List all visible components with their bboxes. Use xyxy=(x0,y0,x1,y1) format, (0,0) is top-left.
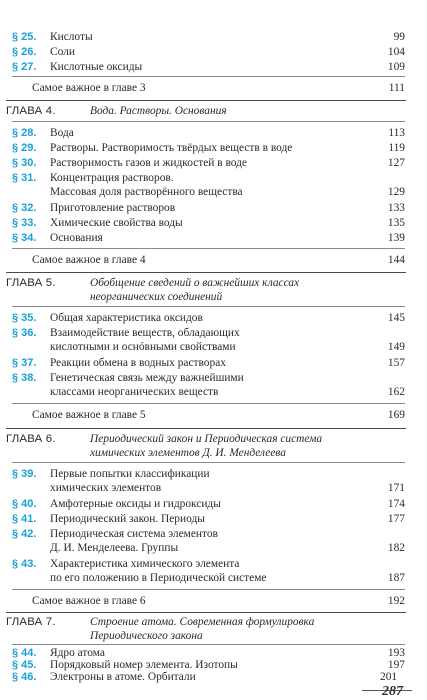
divider xyxy=(12,644,405,645)
page-folio: 287 xyxy=(382,684,403,699)
section-title: Концентрация растворов. xyxy=(50,172,174,184)
section-title: Реакции обмена в водных растворах xyxy=(50,357,226,369)
toc-entry[interactable] xyxy=(12,497,405,511)
chapter-summary[interactable] xyxy=(12,253,405,267)
chapter-rule xyxy=(6,612,406,613)
section-number: § 42. xyxy=(12,528,37,540)
toc-entry[interactable] xyxy=(12,30,405,44)
section-title: Электроны в атоме. Орбитали xyxy=(50,671,196,683)
section-number: § 37. xyxy=(12,357,37,369)
section-number: § 25. xyxy=(12,31,37,43)
page-number: 174 xyxy=(387,498,405,510)
section-title-cont: кислотными и оснóвными свойствами xyxy=(50,341,236,353)
section-number: § 45. xyxy=(12,659,37,671)
summary-title: Самое важное в главе 6 xyxy=(32,595,146,607)
page-number: 192 xyxy=(387,595,405,607)
page-number: 201 xyxy=(380,671,398,683)
page-number: 99 xyxy=(393,31,405,43)
section-title-cont: по его положению в Периодической системе xyxy=(50,572,267,584)
section-number: § 36. xyxy=(12,327,37,339)
page-number: 197 xyxy=(387,659,405,671)
chapter-title: Периодический закон и Периодическая система химических элементов Д. И. Менделеева xyxy=(90,433,323,459)
section-title: Кислоты xyxy=(50,31,93,43)
page-number: 177 xyxy=(387,513,405,525)
summary-title: Самое важное в главе 4 xyxy=(32,254,146,266)
section-number: § 34. xyxy=(12,232,37,244)
chapter-summary[interactable] xyxy=(12,594,405,608)
section-title: Ядро атома xyxy=(50,647,105,659)
page-number: 182 xyxy=(387,542,405,554)
page-number: 193 xyxy=(387,647,405,659)
section-number: § 43. xyxy=(12,558,37,570)
toc-entry[interactable] xyxy=(12,60,405,74)
section-title-cont: Массовая доля растворённого вещества xyxy=(50,186,243,198)
section-number: § 33. xyxy=(12,217,37,229)
page-number: 187 xyxy=(387,572,405,584)
page-number: 127 xyxy=(387,157,405,169)
page-number: 169 xyxy=(387,409,405,421)
page-number: 133 xyxy=(387,202,405,214)
section-number: § 29. xyxy=(12,142,37,154)
toc-entry[interactable] xyxy=(12,311,405,325)
page-number: 139 xyxy=(387,232,405,244)
toc-entry[interactable] xyxy=(12,356,405,370)
page-number: 111 xyxy=(388,82,405,94)
chapter-title: Обобщение сведений о важнейших классах неорганических соединений xyxy=(90,277,300,303)
page-number: 157 xyxy=(387,357,405,369)
section-number: § 26. xyxy=(12,46,37,58)
toc-entry[interactable] xyxy=(12,45,405,59)
page-number: 129 xyxy=(387,186,405,198)
divider xyxy=(12,403,405,404)
section-title: Растворимость газов и жидкостей в воде xyxy=(50,157,247,169)
page-number: 104 xyxy=(387,46,405,58)
toc-entry[interactable] xyxy=(12,467,405,495)
chapter-summary[interactable] xyxy=(12,81,405,95)
section-number: § 41. xyxy=(12,513,37,525)
page-number: 135 xyxy=(387,217,405,229)
toc-entry[interactable] xyxy=(12,201,405,215)
toc-entry[interactable] xyxy=(12,216,405,230)
section-number: § 31. xyxy=(12,172,37,184)
chapter-label: ГЛАВА 7. xyxy=(6,616,56,628)
toc-entry[interactable] xyxy=(12,156,405,170)
section-number: § 30. xyxy=(12,157,37,169)
toc-entry[interactable] xyxy=(12,512,405,526)
section-title: Первые попытки классификации xyxy=(50,468,210,480)
toc-entry[interactable] xyxy=(12,171,405,199)
section-title: Взаимодействие веществ, обладающих xyxy=(50,327,240,339)
section-title-cont: классами неорганических веществ xyxy=(50,386,219,398)
section-number: § 46. xyxy=(12,671,37,683)
summary-title: Самое важное в главе 5 xyxy=(32,409,146,421)
toc-entry[interactable] xyxy=(12,557,405,585)
summary-title: Самое важное в главе 3 xyxy=(32,82,146,94)
divider xyxy=(12,121,405,122)
section-number: § 27. xyxy=(12,61,37,73)
page-number: 113 xyxy=(388,127,405,139)
chapter-title: Вода. Растворы. Основания xyxy=(90,105,227,117)
section-title: Химические свойства воды xyxy=(50,217,183,229)
section-title: Характеристика химического элемента xyxy=(50,558,240,570)
page-number: 149 xyxy=(387,341,405,353)
divider xyxy=(12,76,405,77)
chapter-rule xyxy=(6,272,406,273)
chapter-rule xyxy=(6,100,406,101)
section-number: § 32. xyxy=(12,202,37,214)
section-number: § 35. xyxy=(12,312,37,324)
section-title-cont: химических элементов xyxy=(50,482,162,494)
section-title: Порядковый номер элемента. Изотопы xyxy=(50,659,238,671)
chapter-rule xyxy=(6,428,406,429)
section-title: Растворы. Растворимость твёрдых веществ в воде xyxy=(50,142,293,154)
page-number: 119 xyxy=(388,142,405,154)
chapter-label: ГЛАВА 5. xyxy=(6,277,56,289)
section-title: Генетическая связь между важнейшими xyxy=(50,372,244,384)
page-number: 145 xyxy=(387,312,405,324)
divider xyxy=(12,306,405,307)
page-number: 162 xyxy=(387,386,405,398)
page-number: 109 xyxy=(387,61,405,73)
section-title: Вода xyxy=(50,127,74,139)
toc-entry[interactable] xyxy=(12,126,405,140)
section-title-cont: Д. И. Менделеева. Группы xyxy=(50,542,179,554)
section-number: § 38. xyxy=(12,372,37,384)
divider xyxy=(12,248,405,249)
section-number: § 28. xyxy=(12,127,37,139)
toc-entry[interactable] xyxy=(12,326,405,354)
page-number: 171 xyxy=(387,482,405,494)
chapter-title: Строение атома. Современная формулировка Периодического закона xyxy=(90,616,315,642)
chapter-label: ГЛАВА 4. xyxy=(6,105,56,117)
section-title: Периодическая система элементов xyxy=(50,528,218,540)
toc-entry[interactable] xyxy=(12,231,405,245)
page-number: 144 xyxy=(387,254,405,266)
section-title: Соли xyxy=(50,46,75,58)
section-title: Периодический закон. Периоды xyxy=(50,513,205,525)
chapter-summary[interactable] xyxy=(12,408,405,422)
section-title: Приготовление растворов xyxy=(50,202,176,214)
section-number: § 44. xyxy=(12,647,37,659)
toc-entry[interactable] xyxy=(12,671,362,684)
toc-entry[interactable] xyxy=(12,527,405,555)
section-title: Кислотные оксиды xyxy=(50,61,143,73)
toc-entry[interactable] xyxy=(12,371,405,399)
divider xyxy=(12,589,405,590)
section-title: Амфотерные оксиды и гидроксиды xyxy=(50,498,221,510)
toc-entry[interactable] xyxy=(12,141,405,155)
divider xyxy=(12,462,405,463)
section-number: § 40. xyxy=(12,498,37,510)
section-title: Основания xyxy=(50,232,103,244)
chapter-label: ГЛАВА 6. xyxy=(6,433,56,445)
section-title: Общая характеристика оксидов xyxy=(50,312,203,324)
section-number: § 39. xyxy=(12,468,37,480)
